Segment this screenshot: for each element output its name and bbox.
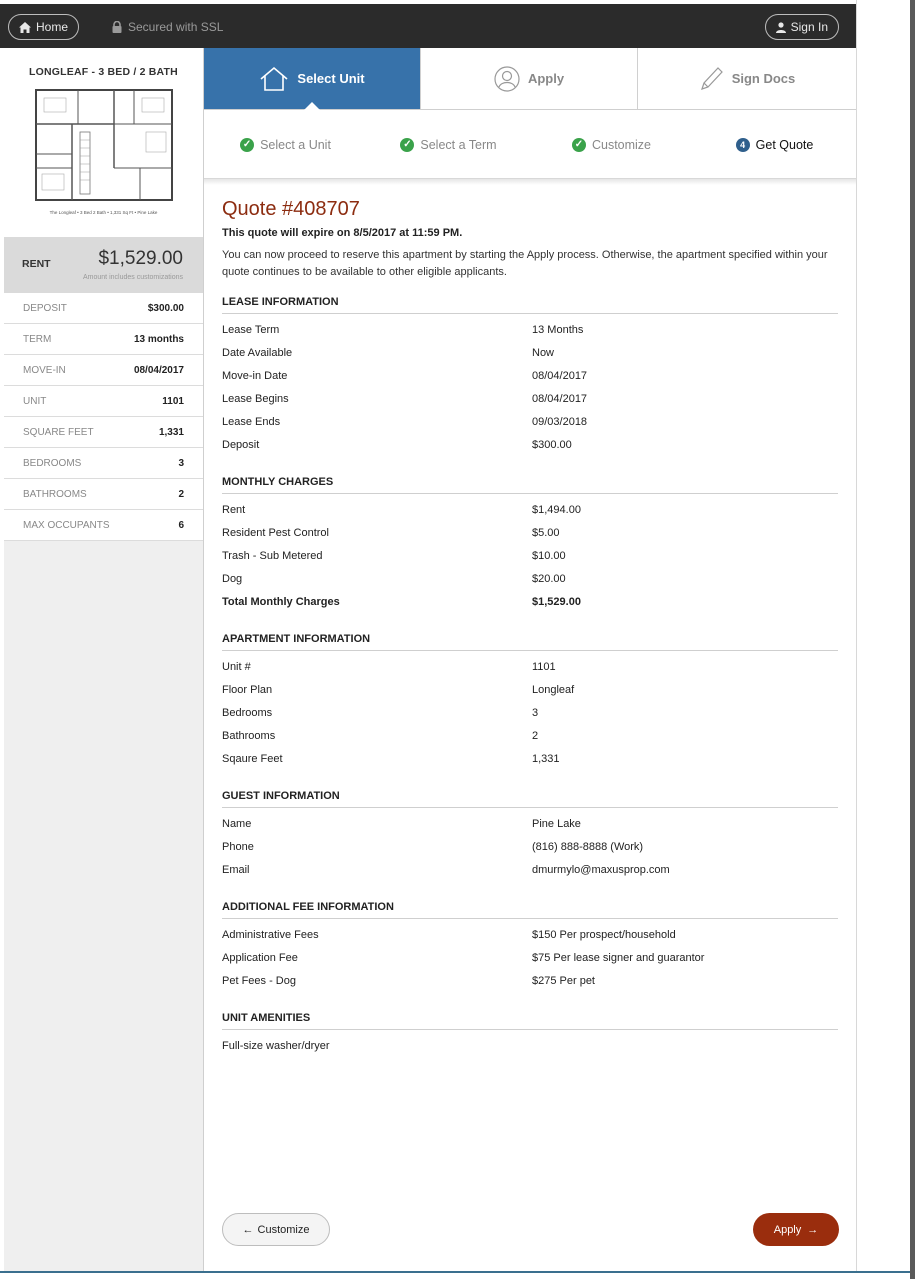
fee-row: [222, 929, 838, 952]
info-label: Bathrooms: [222, 730, 276, 742]
info-label: Floor Plan: [222, 684, 273, 696]
charge-label: Total Monthly Charges: [222, 596, 340, 608]
info-label: Lease Term: [222, 324, 280, 336]
check-icon: ✓: [400, 138, 414, 152]
check-icon: ✓: [240, 138, 254, 152]
tab-apply[interactable]: [421, 48, 638, 109]
arrow-right-icon: →: [807, 1223, 819, 1236]
charge-label: Resident Pest Control: [222, 527, 329, 539]
summary-value: $300.00: [147, 302, 184, 314]
charge-label: Dog: [222, 573, 243, 585]
top-bar: [0, 4, 857, 48]
summary-label: SQUARE FEET: [23, 426, 94, 438]
summary-value: 6: [178, 519, 184, 531]
info-value: Now: [532, 347, 555, 359]
info-value: 08/04/2017: [532, 393, 588, 405]
summary-label: BEDROOMS: [23, 457, 82, 469]
guest-information-section: [222, 790, 838, 887]
info-row: [222, 393, 838, 416]
step-select-term[interactable]: [367, 138, 530, 152]
info-value: 13 Months: [532, 324, 584, 336]
summary-value: 08/04/2017: [133, 364, 184, 376]
process-tabs: [204, 48, 856, 110]
info-value: Pine Lake: [532, 818, 581, 830]
fee-value: $275 Per pet: [532, 975, 595, 987]
section-heading: GUEST INFORMATION: [222, 790, 838, 808]
summary-value: 3: [178, 457, 184, 469]
unit-header: [4, 48, 203, 237]
charge-value: $10.00: [532, 550, 566, 562]
apply-button[interactable]: [753, 1213, 839, 1246]
info-row: [222, 370, 838, 393]
charge-value: $1,494.00: [532, 504, 581, 516]
unit-title: LONGLEAF - 3 BED / 2 BATH: [29, 66, 178, 78]
fee-row: [222, 952, 838, 975]
info-label: Move-in Date: [222, 370, 288, 382]
info-row: [222, 841, 838, 864]
info-row: [222, 818, 838, 841]
step-label: Select a Unit: [260, 137, 331, 152]
charge-row: [222, 527, 838, 550]
quote-title: Quote #408707: [222, 198, 360, 220]
info-value: 2: [532, 730, 539, 742]
amenity-item: [222, 1040, 838, 1063]
summary-label: UNIT: [23, 395, 47, 407]
sign-in-button[interactable]: [765, 14, 839, 40]
ssl-label: Secured with SSL: [128, 20, 224, 34]
summary-value: 1,331: [158, 426, 184, 438]
bottom-border: [0, 1271, 910, 1279]
info-row: [222, 684, 838, 707]
info-row: [222, 347, 838, 370]
summary-row-unit: [4, 386, 203, 417]
charge-row: [222, 504, 838, 527]
user-icon: [494, 66, 520, 92]
additional-fee-section: [222, 901, 838, 998]
tab-label: Sign Docs: [731, 71, 796, 86]
steps-divider: [204, 179, 856, 185]
summary-value: 13 months: [133, 333, 184, 345]
quote-expiration: This quote will expire on 8/5/2017 at 11:59 PM.: [222, 227, 463, 239]
info-label: Bedrooms: [222, 707, 273, 719]
tab-sign-docs[interactable]: [638, 48, 855, 109]
section-heading: MONTHLY CHARGES: [222, 476, 838, 494]
charge-value: $20.00: [532, 573, 566, 585]
quote-steps: [204, 111, 856, 179]
home-label: Home: [36, 20, 69, 34]
floor-plan-image[interactable]: [34, 88, 174, 206]
info-value: 1,331: [532, 753, 560, 765]
info-row: [222, 416, 838, 439]
info-row: [222, 439, 838, 462]
info-row: [222, 661, 838, 684]
unit-summary-sidebar: [4, 48, 204, 1271]
amenity-label: Full-size washer/dryer: [222, 1040, 330, 1052]
info-label: Date Available: [222, 347, 293, 359]
info-value: $300.00: [532, 439, 572, 451]
info-value: Longleaf: [532, 684, 575, 696]
lock-icon: [112, 21, 122, 33]
charge-label: Trash - Sub Metered: [222, 550, 323, 562]
charge-row: [222, 573, 838, 596]
summary-row-square-feet: [4, 417, 203, 448]
summary-label: TERM: [23, 333, 52, 345]
info-label: Lease Begins: [222, 393, 289, 405]
info-value: 08/04/2017: [532, 370, 588, 382]
summary-row-bathrooms: [4, 479, 203, 510]
fee-label: Pet Fees - Dog: [222, 975, 296, 987]
summary-row-move-in: [4, 355, 203, 386]
section-heading: ADDITIONAL FEE INFORMATION: [222, 901, 838, 919]
step-number-badge: 4: [736, 138, 750, 152]
section-heading: UNIT AMENITIES: [222, 1012, 838, 1030]
info-label: Lease Ends: [222, 416, 281, 428]
info-row: [222, 707, 838, 730]
step-label: Get Quote: [755, 137, 814, 152]
tab-select-unit[interactable]: [204, 48, 421, 109]
charge-label: Rent: [222, 504, 246, 516]
sign-in-label: Sign In: [790, 20, 828, 34]
tab-label: Select Unit: [297, 71, 365, 86]
info-label: Email: [222, 864, 250, 876]
arrow-left-icon: ←: [242, 1223, 254, 1236]
quote-content: [222, 198, 838, 1063]
apply-label: Apply: [773, 1223, 802, 1236]
summary-label: BATHROOMS: [23, 488, 87, 500]
tab-label: Apply: [527, 71, 565, 86]
info-row: [222, 864, 838, 887]
info-label: Sqaure Feet: [222, 753, 283, 765]
rent-value: $1,529.00: [98, 248, 183, 269]
fee-value: $75 Per lease signer and guarantor: [532, 952, 705, 964]
summary-row-term: [4, 324, 203, 355]
quote-intro: You can now proceed to reserve this apartment by starting the Apply process. Otherwise, the apartment specified within your quote continues to be available to other eligible applicants.: [222, 249, 828, 278]
info-value: 3: [532, 707, 539, 719]
summary-value: 1101: [162, 395, 184, 407]
home-icon: [19, 22, 31, 33]
check-icon: ✓: [572, 138, 586, 152]
rent-note: Amount includes customizations: [83, 274, 183, 281]
info-value: 09/03/2018: [532, 416, 588, 428]
customize-label: Customize: [257, 1223, 310, 1236]
step-label: Customize: [591, 137, 652, 152]
summary-label: MAX OCCUPANTS: [23, 519, 110, 531]
apartment-information-section: [222, 633, 838, 776]
info-value: 1101: [532, 661, 556, 673]
summary-value: 2: [178, 488, 184, 500]
summary-row-max-occupants: [4, 510, 203, 541]
info-row: [222, 730, 838, 753]
info-value: dmurmylo@maxusprop.com: [532, 864, 670, 876]
summary-row-deposit: [4, 293, 203, 324]
summary-label: MOVE-IN: [23, 364, 66, 376]
summary-label: DEPOSIT: [23, 302, 67, 314]
floor-plan-caption: The Longleaf • 3 Bed 2 Bath • 1,331 Sq Ft • Pine Lake: [49, 210, 158, 215]
fee-value: $150 Per prospect/household: [532, 929, 676, 941]
step-select-unit[interactable]: [204, 138, 367, 152]
fee-label: Application Fee: [222, 952, 298, 964]
section-heading: APARTMENT INFORMATION: [222, 633, 838, 651]
info-row: [222, 753, 838, 776]
step-get-quote[interactable]: [693, 138, 856, 152]
pencil-icon: [698, 65, 724, 93]
step-customize[interactable]: [530, 138, 693, 152]
info-label: Deposit: [222, 439, 260, 451]
right-gutter: [856, 0, 915, 1279]
info-label: Unit #: [222, 661, 251, 673]
info-value: (816) 888-8888 (Work): [532, 841, 644, 853]
info-row: [222, 324, 838, 347]
charge-value: $1,529.00: [532, 596, 581, 608]
rent-summary: [4, 237, 203, 293]
fee-row: [222, 975, 838, 998]
unit-amenities-section: [222, 1012, 838, 1063]
summary-row-bedrooms: [4, 448, 203, 479]
ssl-indicator: [112, 20, 223, 34]
rent-label: RENT: [22, 258, 51, 270]
charge-value: $5.00: [532, 527, 560, 539]
total-charges-row: [222, 596, 838, 619]
customize-button[interactable]: [222, 1213, 330, 1246]
section-heading: LEASE INFORMATION: [222, 296, 838, 314]
fee-label: Administrative Fees: [222, 929, 319, 941]
info-label: Name: [222, 818, 252, 830]
monthly-charges-section: [222, 476, 838, 619]
info-label: Phone: [222, 841, 254, 853]
lease-information-section: [222, 296, 838, 462]
window-scrollbar[interactable]: [910, 0, 915, 1279]
user-icon: [776, 22, 786, 33]
step-label: Select a Term: [420, 137, 497, 152]
home-button[interactable]: [8, 14, 79, 40]
charge-row: [222, 550, 838, 573]
home-icon: [259, 66, 289, 92]
